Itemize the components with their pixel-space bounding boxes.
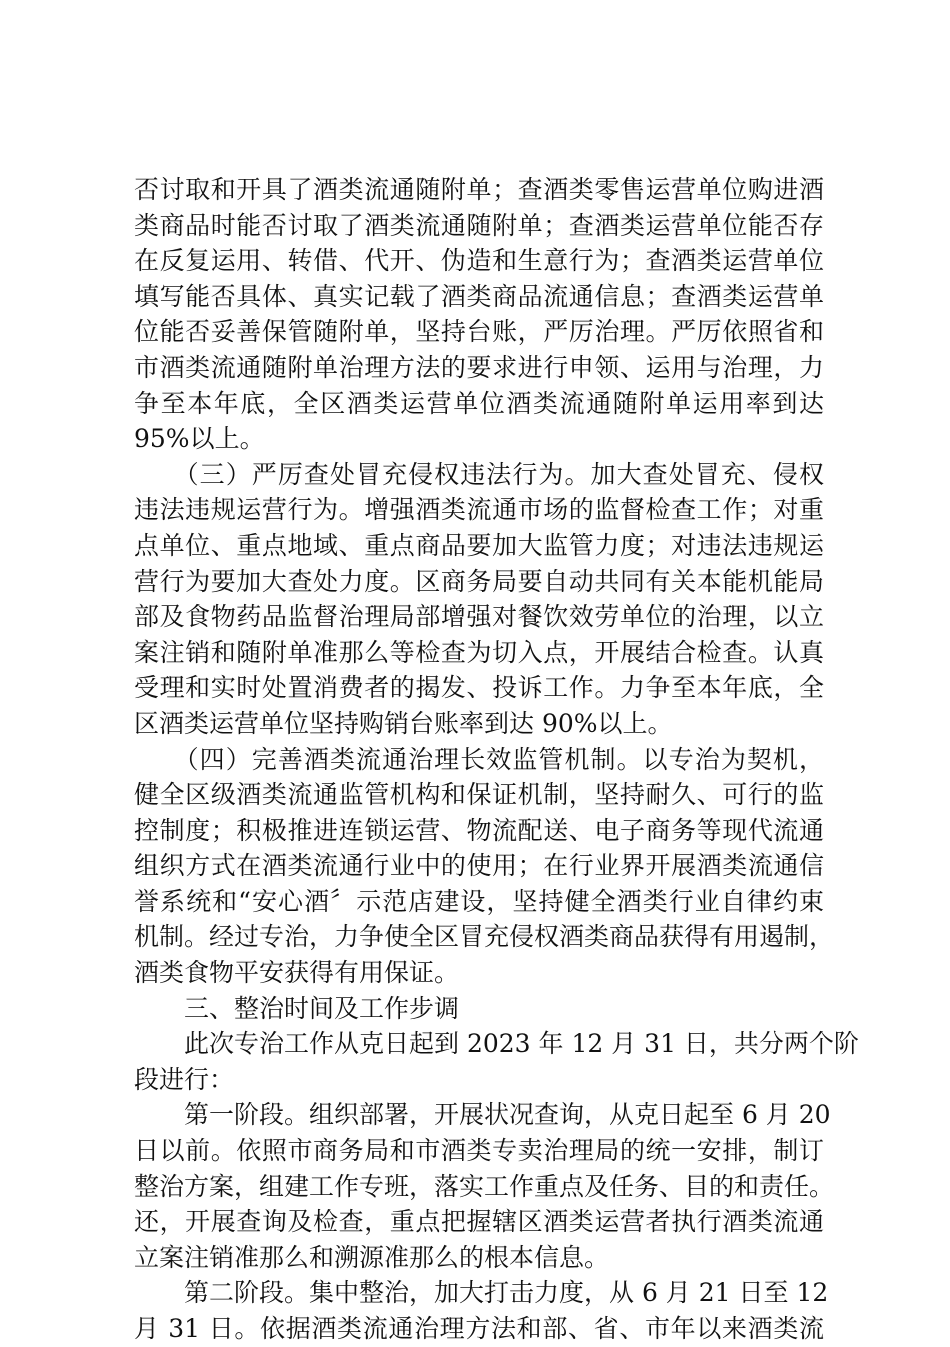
- section-heading: 三、整治时间及工作步调: [134, 993, 460, 1023]
- text-line: 机制。经过专治，力争使全区冒充侵权酒类商品获得有用遏制，: [134, 922, 835, 952]
- text-line: 酒类食物平安获得有用保证。: [134, 958, 460, 988]
- text-line: 违法违规运营行为。增强酒类流通市场的监督检查工作；对重: [134, 495, 824, 525]
- text-line: 营行为要加大查处力度。区商务局要自动共同有关本能机能局: [134, 566, 824, 596]
- text-line: 点单位、重点地域、重点商品要加大监管力度；对违法违规运: [134, 530, 824, 560]
- text-line: （四）完善酒类流通治理长效监管机制。以专治为契机，: [134, 744, 824, 774]
- text-line: 第二阶段。集中整治，加大打击力度，从 6 月 21 日至 12: [134, 1278, 829, 1308]
- text-line: 控制度；积极推进连锁运营、物流配送、电子商务等现代流通: [134, 815, 824, 845]
- text-line: 案注销和随附单准那么等检查为切入点，开展结合检查。认真: [134, 637, 824, 667]
- text-line: 95%以上。: [134, 424, 265, 454]
- text-line: 月 31 日。依据酒类流通治理方法和部、省、市年以来酒类流: [134, 1314, 824, 1343]
- text-line: 否讨取和开具了酒类流通随附单；查酒类零售运营单位购进酒: [134, 175, 824, 204]
- text-line: 誉系统和“安心酒〞示范店建设，坚持健全酒类行业自律约束: [134, 886, 824, 916]
- text-line: 组织方式在酒类流通行业中的使用；在行业界开展酒类流通信: [134, 851, 824, 881]
- text-line: 部及食物药品监督治理局部增强对餐饮效劳单位的治理，以立: [134, 602, 824, 632]
- text-line: 市酒类流通随附单治理方法的要求进行申领、运用与治理，力: [134, 352, 824, 382]
- text-line: 位能否妥善保管随附单，坚持台账，严厉治理。严厉依照省和: [134, 317, 824, 347]
- text-line: 在反复运用、转借、代开、伪造和生意行为；查酒类运营单位: [134, 246, 824, 276]
- text-line: （三）严厉查处冒充侵权违法行为。加大查处冒充、侵权: [134, 459, 824, 489]
- document-body: [134, 172, 859, 1347]
- text-line: 健全区级酒类流通监管机构和保证机制，坚持耐久、可行的监: [134, 780, 824, 810]
- text-line: 填写能否具体、真实记载了酒类商品流通信息；查酒类运营单: [134, 281, 824, 311]
- text-line: 第一阶段。组织部署，开展状况查询，从克日起至 6 月 20: [134, 1100, 831, 1130]
- text-line: 类商品时能否讨取了酒类流通随附单；查酒类运营单位能否存: [134, 210, 824, 240]
- text-line: 争至本年底，全区酒类运营单位酒类流通随附单运用率到达: [134, 388, 824, 418]
- text-line: 段进行：: [134, 1064, 235, 1094]
- text-line: 受理和实时处置消费者的揭发、投诉工作。力争至本年底，全: [134, 673, 824, 703]
- text-line: 整治方案，组建工作专班，落实工作重点及任务、目的和责任。: [134, 1171, 835, 1201]
- text-line: 此次专治工作从克日起到 2023 年 12 月 31 日，共分两个阶: [134, 1029, 859, 1059]
- text-line: 还，开展查询及检查，重点把握辖区酒类运营者执行酒类流通: [134, 1207, 824, 1237]
- text-line: 日以前。依照市商务局和市酒类专卖治理局的统一安排，制订: [134, 1136, 824, 1166]
- text-line: 区酒类运营单位坚持购销台账率到达 90%以上。: [134, 708, 673, 738]
- text-line: 立案注销准那么和溯源准那么的根本信息。: [134, 1242, 610, 1272]
